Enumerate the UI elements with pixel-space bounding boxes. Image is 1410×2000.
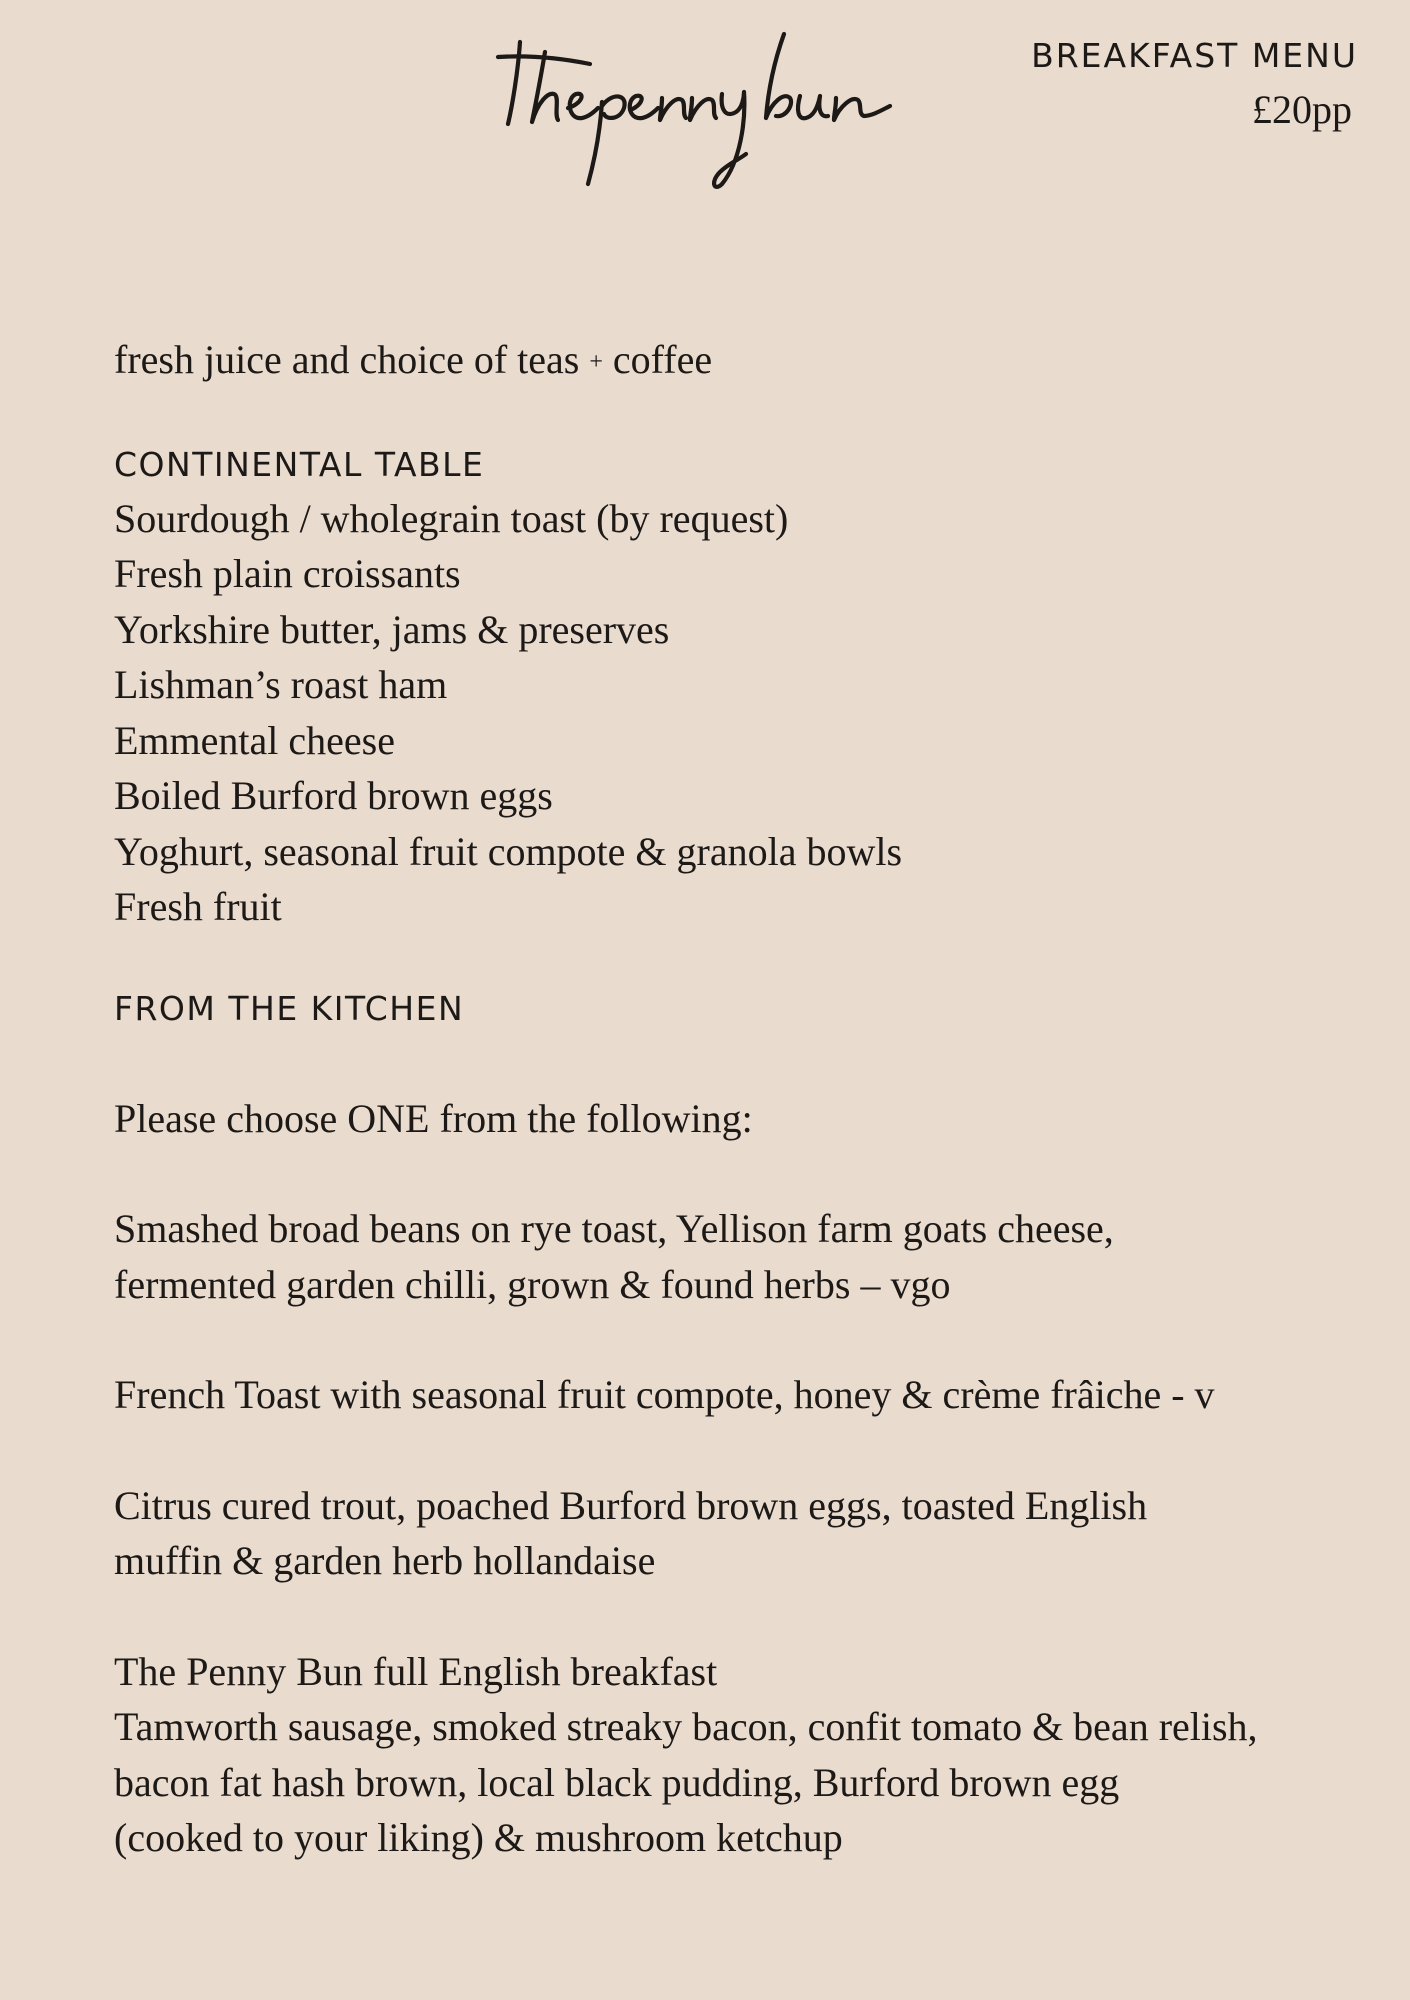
continental-list [114, 491, 1344, 935]
dish-line: Smashed broad beans on rye toast, Yellison farm goats cheese, [114, 1206, 1114, 1251]
plus-sign: + [589, 349, 603, 375]
dish-item [114, 1201, 1344, 1312]
list-item: Lishman’s roast ham [114, 662, 448, 707]
list-item: Boiled Burford brown eggs [114, 773, 553, 818]
list-item: Yorkshire butter, jams & preserves [114, 606, 670, 652]
intro-text: fresh juice and choice of teas [114, 337, 580, 382]
dish-item [114, 1478, 1344, 1589]
logo-script-icon [490, 22, 930, 202]
menu-price: £20pp [1252, 87, 1352, 132]
dish-line: Tamworth sausage, smoked streaky bacon, confit tomato & bean relish, [114, 1704, 1258, 1749]
menu-content [114, 332, 1344, 1866]
list-item: Yoghurt, seasonal fruit compote & granola bowls [114, 828, 903, 874]
dish-line: Citrus cured trout, poached Burford brown eggs, toasted English [114, 1482, 1148, 1528]
list-item: Sourdough / wholegrain toast (by request) [114, 495, 789, 541]
dish-item [114, 1644, 1344, 1866]
continental-heading: CONTINENTAL TABLE [114, 444, 485, 484]
dish-line: bacon fat hash brown, local black pudding, Burford brown egg [114, 1759, 1120, 1805]
dish-item [114, 1367, 1344, 1423]
dish-line: French Toast with seasonal fruit compote, honey & crème frâiche - v [114, 1372, 1215, 1417]
list-item: Emmental cheese [114, 717, 395, 763]
logo [490, 22, 930, 202]
dish-line: (cooked to your liking) & mushroom ketchup [114, 1815, 843, 1860]
dish-line: muffin & garden herb hollandaise [114, 1538, 656, 1583]
kitchen-heading: FROM THE KITCHEN [114, 988, 465, 1028]
list-item: Fresh fruit [114, 884, 282, 929]
intro-coffee: coffee [612, 337, 713, 382]
kitchen-instruction: Please choose ONE from the following: [114, 1095, 753, 1141]
menu-header [1031, 30, 1358, 138]
intro-line [114, 332, 1344, 391]
menu-title: BREAKFAST MENU [1031, 36, 1358, 75]
dish-line: fermented garden chilli, grown & found herbs – vgo [114, 1261, 951, 1307]
list-item: Fresh plain croissants [114, 551, 461, 596]
dish-line: The Penny Bun full English breakfast [114, 1648, 718, 1694]
